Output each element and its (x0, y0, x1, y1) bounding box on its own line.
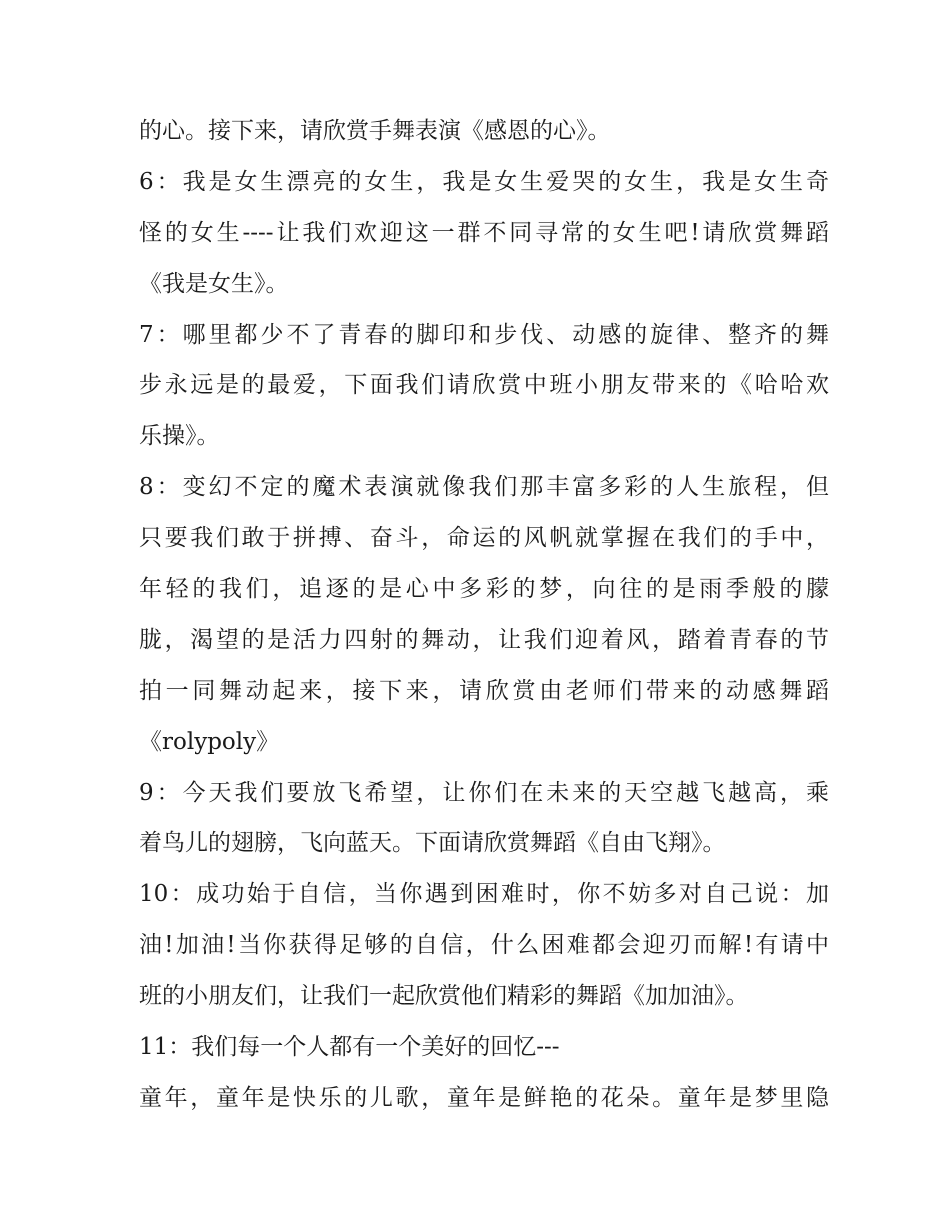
text-line: 6：我是女生漂亮的女生，我是女生爱哭的女生，我是女生奇 (139, 168, 829, 195)
body-text (139, 106, 829, 1124)
text-line: 7：哪里都少不了青春的脚印和步伐、动感的旋律、整齐的舞 (139, 321, 829, 348)
text-line: 胧，渴望的是活力四射的舞动，让我们迎着风，踏着青春的节 (139, 626, 829, 653)
text-line: 班的小朋友们，让我们一起欣赏他们精彩的舞蹈《加加油》。 (139, 983, 749, 1010)
text-line: 《我是女生》。 (139, 270, 289, 297)
text-line: 11：我们每一个人都有一个美好的回忆--- (139, 1034, 560, 1061)
text-line: 步永远是的最爱，下面我们请欣赏中班小朋友带来的《哈哈欢 (139, 372, 829, 399)
text-line: 乐操》。 (139, 423, 220, 450)
text-line: 着鸟儿的翅膀，飞向蓝天。下面请欣赏舞蹈《自由飞翔》。 (139, 830, 726, 857)
text-line: 《rolypoly》 (139, 728, 280, 755)
text-line: 8：变幻不定的魔术表演就像我们那丰富多彩的人生旅程，但 (139, 474, 829, 501)
text-line: 怪的女生----让我们欢迎这一群不同寻常的女生吧!请欣赏舞蹈 (139, 219, 829, 246)
text-line: 只要我们敢于拼搏、奋斗，命运的风帆就掌握在我们的手中， (139, 525, 829, 552)
text-line: 10：成功始于自信，当你遇到困难时，你不妨多对自己说：加 (139, 881, 829, 908)
text-line: 年轻的我们，追逐的是心中多彩的梦，向往的是雨季般的朦 (139, 576, 829, 603)
text-line: 油!加油!当你获得足够的自信，什么困难都会迎刃而解!有请中 (139, 932, 829, 959)
text-line: 的心。接下来，请欣赏手舞表演《感恩的心》。 (139, 118, 611, 144)
text-line: 9：今天我们要放飞希望，让你们在未来的天空越飞越高，乘 (139, 779, 829, 806)
text-line: 童年，童年是快乐的儿歌，童年是鲜艳的花朵。童年是梦里隐 (139, 1084, 829, 1111)
text-line: 拍一同舞动起来，接下来，请欣赏由老师们带来的动感舞蹈 (139, 677, 829, 704)
